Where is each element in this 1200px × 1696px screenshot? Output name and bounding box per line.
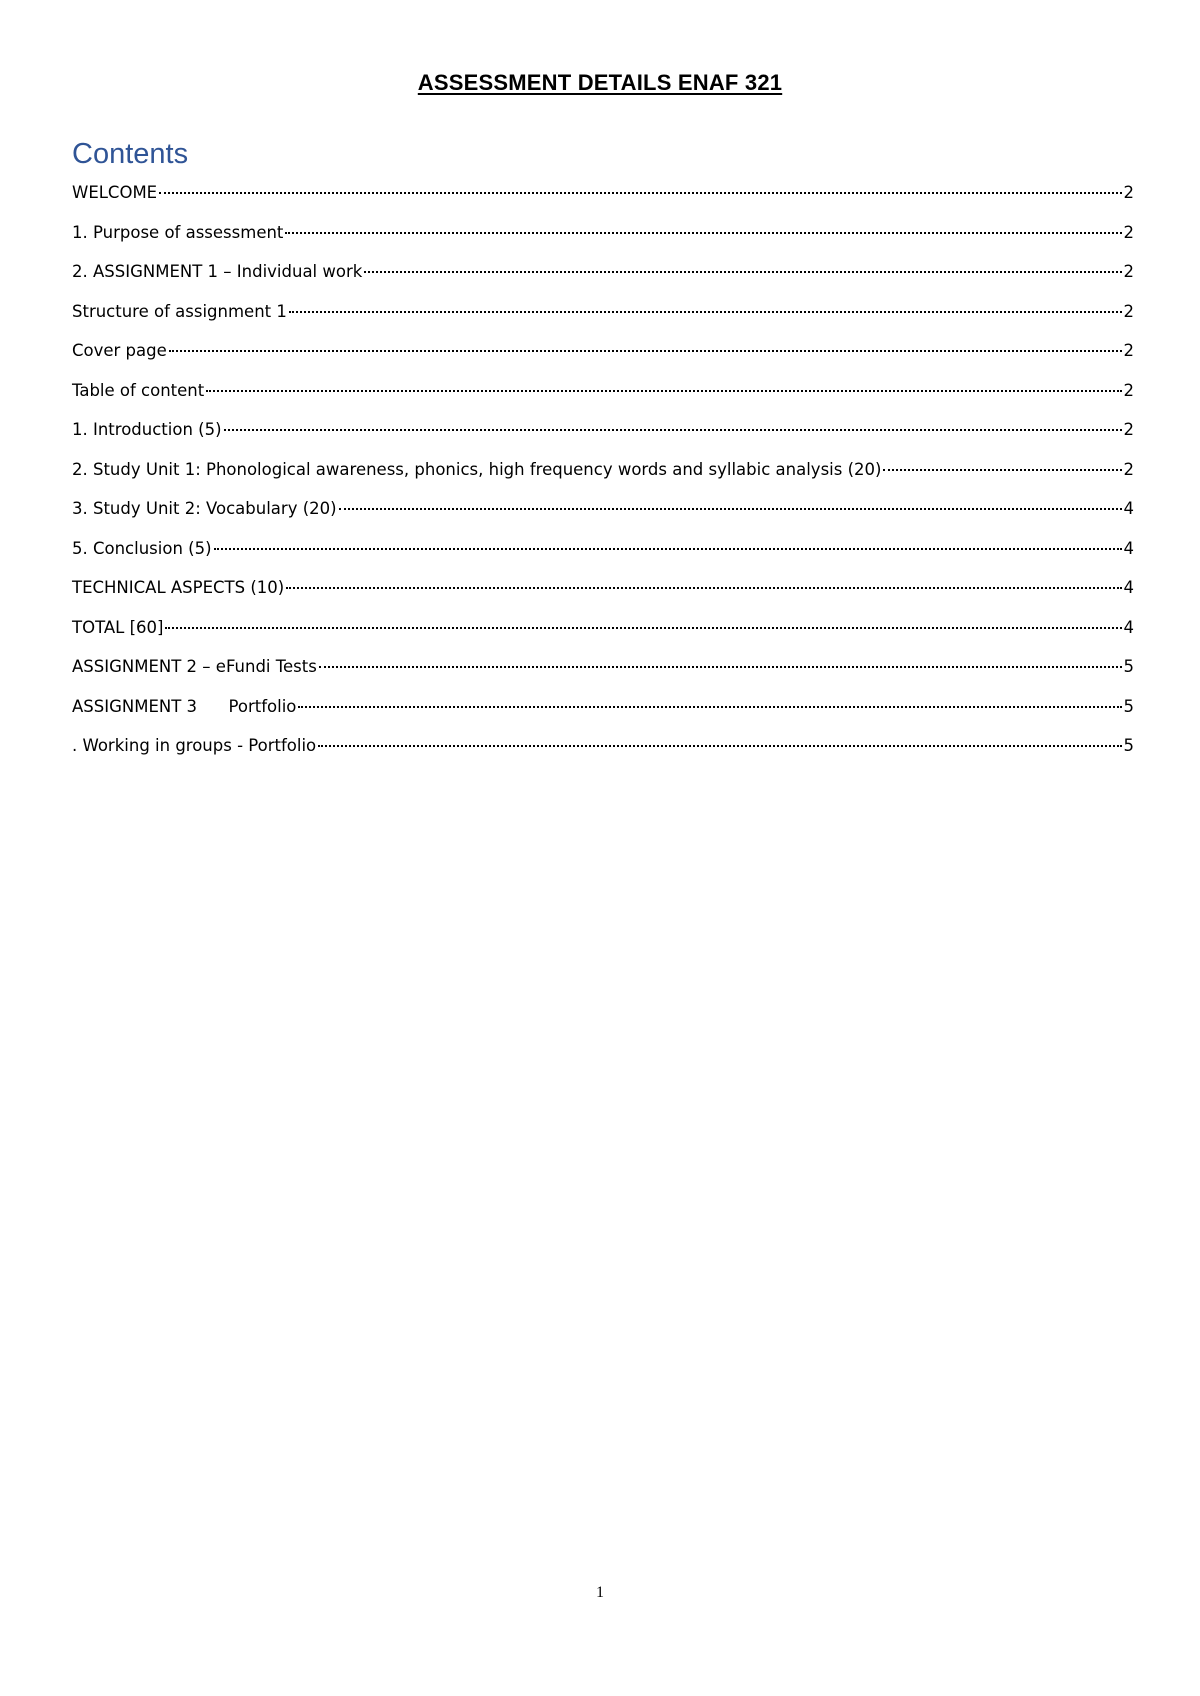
toc-page-number: 2 xyxy=(1123,459,1134,479)
dot-leader xyxy=(285,232,1121,234)
toc-page-number: 2 xyxy=(1123,341,1134,360)
toc-page-number: 5 xyxy=(1123,657,1134,676)
toc-entry[interactable] xyxy=(72,262,1134,302)
dot-leader xyxy=(206,390,1121,392)
dot-leader xyxy=(364,271,1121,273)
dot-leader xyxy=(214,548,1122,550)
toc-entry-text: TOTAL [60] xyxy=(72,617,164,637)
toc-entry-text: WELCOME xyxy=(72,183,158,202)
toc-entry[interactable] xyxy=(72,736,1134,776)
toc-entry[interactable] xyxy=(72,657,1134,697)
toc-entry-text: ASSIGNMENT 2 – eFundi Tests xyxy=(72,657,317,676)
toc-entry[interactable] xyxy=(72,341,1134,381)
dot-leader xyxy=(289,311,1122,313)
toc-entry-text: Cover page xyxy=(72,341,167,360)
dot-leader xyxy=(286,587,1121,589)
page-number-footer: 1 xyxy=(596,1584,604,1601)
dot-leader xyxy=(298,706,1121,708)
toc-entry[interactable] xyxy=(72,539,1134,579)
toc-entry-text: 1. Purpose of assessment xyxy=(72,222,284,242)
toc-entry[interactable] xyxy=(72,302,1134,342)
dot-leader xyxy=(165,627,1121,629)
toc-entry-text: 5. Conclusion (5) xyxy=(72,538,212,558)
toc-entry[interactable] xyxy=(72,460,1134,500)
dot-leader xyxy=(883,469,1121,471)
toc-page-number: 2 xyxy=(1123,420,1134,439)
toc-entry-text: 2. ASSIGNMENT 1 – Individual work xyxy=(72,262,363,281)
toc-page-number: 4 xyxy=(1123,578,1134,597)
toc-page-number: 2 xyxy=(1123,301,1134,321)
toc-entry-text: 1. Introduction (5) xyxy=(72,420,222,439)
toc-entry[interactable] xyxy=(72,420,1134,460)
toc-entry[interactable] xyxy=(72,499,1134,539)
toc-entry-text: 3. Study Unit 2: Vocabulary (20) xyxy=(72,499,337,518)
dot-leader xyxy=(224,429,1122,431)
toc-page-number: 2 xyxy=(1123,262,1134,281)
dot-leader xyxy=(319,666,1122,668)
dot-leader xyxy=(318,745,1121,747)
toc-entry-text: . Working in groups - Portfolio xyxy=(72,736,317,755)
page-title: ASSESSMENT DETAILS ENAF 321 xyxy=(417,70,783,95)
toc-entry-text: TECHNICAL ASPECTS (10) xyxy=(72,578,285,597)
toc-entry[interactable] xyxy=(72,223,1134,263)
toc-entry-text: 2. Study Unit 1: Phonological awareness, phonics, high frequency words and syllabic analysis (20) xyxy=(72,459,882,479)
toc-entry[interactable] xyxy=(72,578,1134,618)
toc-entry-text: Structure of assignment 1 xyxy=(72,301,287,321)
toc-entry-text: ASSIGNMENT 3 Portfolio xyxy=(72,696,297,716)
toc-entry[interactable] xyxy=(72,618,1134,658)
toc-page-number: 2 xyxy=(1123,183,1134,202)
toc-page-number: 5 xyxy=(1123,696,1134,716)
toc-page-number: 4 xyxy=(1123,499,1134,518)
table-of-contents xyxy=(72,183,1134,776)
toc-page-number: 5 xyxy=(1123,736,1134,755)
toc-entry[interactable] xyxy=(72,381,1134,421)
dot-leader xyxy=(169,350,1122,352)
toc-page-number: 2 xyxy=(1123,380,1134,400)
toc-entry[interactable] xyxy=(72,697,1134,737)
dot-leader xyxy=(159,192,1121,194)
toc-entry[interactable] xyxy=(72,183,1134,223)
toc-entry-text: Table of content xyxy=(72,380,205,400)
toc-page-number: 2 xyxy=(1123,222,1134,242)
dot-leader xyxy=(339,508,1122,510)
toc-page-number: 4 xyxy=(1123,617,1134,637)
contents-heading: Contents xyxy=(72,138,189,170)
toc-page-number: 4 xyxy=(1123,538,1134,558)
